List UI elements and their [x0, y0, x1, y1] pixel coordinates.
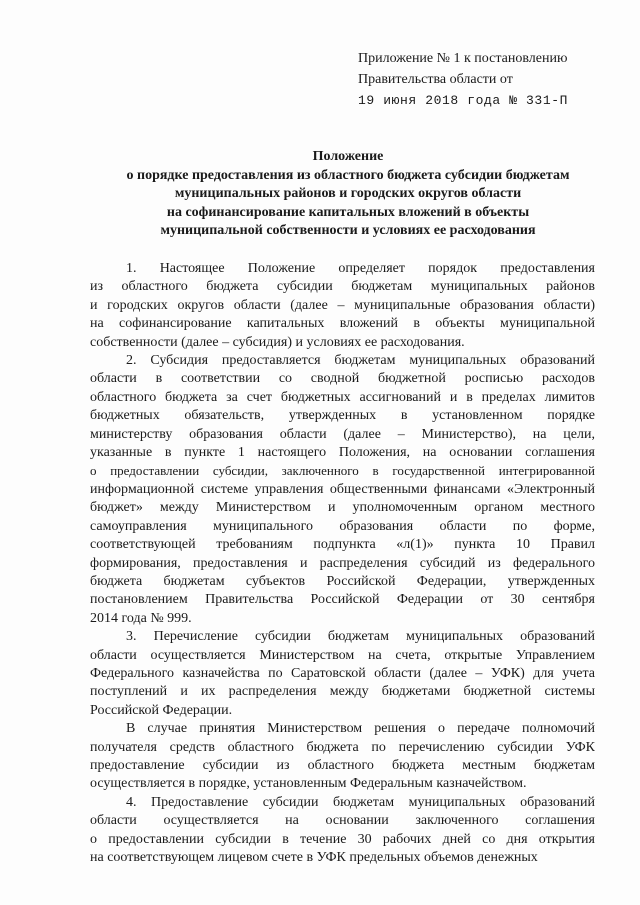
paragraph-line: информационной системе управления общественными финансами «Электронный: [90, 481, 595, 497]
paragraph-line: 2014 года № 999.: [90, 610, 192, 626]
paragraph: [90, 720, 595, 794]
paragraph-line: области осуществляется Министерством на счета, открытые Управлением: [90, 647, 595, 663]
paragraph: [90, 260, 595, 352]
paragraph-line: 3. Перечисление субсидии бюджетам муниципальных образований: [126, 629, 595, 645]
paragraph-line: собственности (далее – субсидия) и условиях ее расходования.: [90, 334, 465, 350]
paragraph-line: бюджета бюджетам субъектов Российской Федерации, утвержденных: [90, 573, 595, 589]
heading-title: Положение: [312, 149, 384, 164]
heading-line: муниципальных районов и городских округов области: [174, 186, 522, 201]
paragraph-line: бюджетных обязательств, утвержденных в установленном порядке: [90, 408, 595, 424]
paragraph-line: Федерального казначейства по Саратовской области (далее – УФК) для учета: [90, 665, 595, 681]
paragraph-line: В случае принятия Министерством решения о передаче полномочий: [126, 721, 595, 737]
paragraph-line: указанные в пункте 1 настоящего Положения, на основании соглашения: [90, 445, 595, 461]
document-body: [90, 260, 595, 867]
paragraph-line: на софинансирование капитальных вложений в объекты муниципальной: [90, 316, 595, 332]
approval-line-2: Правительства области от: [358, 72, 513, 87]
approval-date-stamp: 19 июня 2018 года № 331-П: [358, 93, 569, 108]
paragraph-line: самоуправления муниципального образования области по форме,: [90, 518, 595, 534]
paragraph-line: 1. Настоящее Положение определяет порядок предоставления: [126, 261, 595, 276]
paragraph-line: области в соответствии со сводной бюджетной росписью расходов: [90, 371, 595, 387]
paragraph: [90, 352, 595, 628]
paragraph-line: осуществляется в порядке, установленным Федеральным казначейством.: [90, 776, 527, 792]
approval-line-1: Приложение № 1 к постановлению: [358, 51, 568, 66]
paragraph: [90, 628, 595, 720]
paragraph-line: о предоставлении субсидии в течение 30 рабочих дней со дня открытия: [90, 831, 595, 847]
heading-line: на софинансирование капитальных вложений в объекты: [166, 204, 530, 220]
paragraph: [90, 794, 595, 868]
paragraph-line: Российской Федерации.: [90, 702, 233, 718]
paragraph-line: формирования, предоставления и распределения субсидий из федерального: [90, 555, 595, 571]
heading-line: муниципальной собственности и условиях ее расходования: [160, 223, 536, 238]
paragraph-line: 4. Предоставление субсидии бюджетам муниципальных образований: [126, 794, 595, 810]
paragraph-line: получателя средств областного бюджета по перечислению субсидии УФК: [90, 739, 595, 755]
paragraph-line: бюджет» между Министерством и уполномоченным органом местного: [90, 500, 595, 516]
paragraph-line: постановлением Правительства Российской Федерации от 30 сентября: [90, 592, 595, 608]
paragraph-line: о предоставлении субсидии, заключенного в государственной интегрированной: [90, 463, 595, 479]
paragraph-line: министерству образования области (далее – Министерство), на цели,: [90, 426, 595, 442]
paragraph-line: на соответствующем лицевом счете в УФК предельных объемов денежных: [90, 850, 538, 865]
approval-block: [358, 48, 628, 111]
paragraph-line: и городских округов области (далее – муниципальные образования области): [90, 297, 595, 313]
heading-line: о порядке предоставления из областного бюджета субсидии бюджетам: [126, 167, 570, 183]
paragraph-line: соответствующей требованиям подпункта «л(1)» пункта 10 Правил: [90, 537, 595, 553]
paragraph-line: из областного бюджета субсидии бюджетам муниципальных районов: [90, 279, 595, 295]
paragraph-line: областного бюджета за счет бюджетных ассигнований и в пределах лимитов: [90, 389, 595, 405]
paragraph-line: предоставление субсидии из областного бюджета местным бюджетам: [90, 757, 595, 773]
paragraph-line: 2. Субсидия предоставляется бюджетам муниципальных образований: [126, 353, 595, 369]
paragraph-line: области осуществляется на основании заключенного соглашения: [90, 813, 595, 829]
paragraph-line: поступлений и их распределения между бюджетами бюджетной системы: [90, 684, 595, 700]
document-heading: [88, 148, 608, 241]
